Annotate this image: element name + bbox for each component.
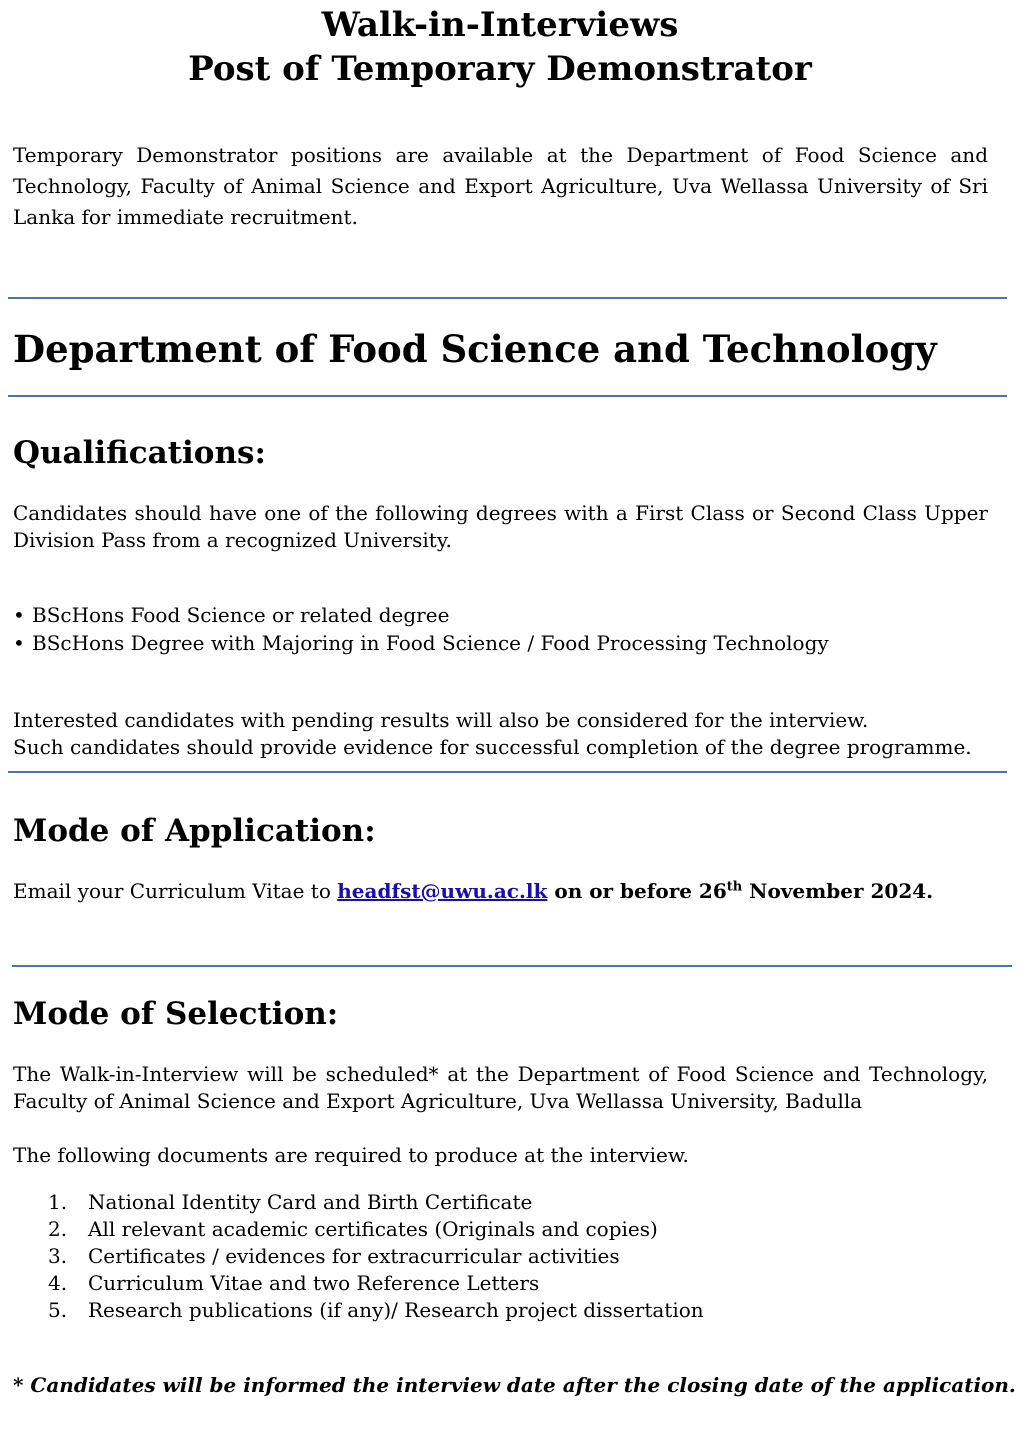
list-number: 1. xyxy=(48,1190,68,1214)
qualifications-heading: Qualifications: xyxy=(13,435,266,471)
email-link[interactable]: headfst@uwu.ac.lk xyxy=(337,879,548,903)
deadline-suffix: November 2024. xyxy=(742,879,934,903)
divider-4 xyxy=(12,965,1012,967)
list-item xyxy=(48,1270,704,1297)
divider-2 xyxy=(8,395,1007,397)
pending-results-line-2: Such candidates should provide evidence for successful completion of the degree programme. xyxy=(13,735,972,759)
list-number: 5. xyxy=(48,1298,68,1322)
selection-text: The Walk-in-Interview will be scheduled* at the Department of Food Science and Technology, Faculty of Animal Science and Export Agriculture, Uva Wellassa University, Badulla xyxy=(13,1062,988,1113)
selection-heading: Mode of Selection: xyxy=(13,996,339,1032)
list-number: 4. xyxy=(48,1271,68,1295)
divider-1 xyxy=(8,297,1007,299)
application-instruction xyxy=(13,878,933,905)
title-line-1: Walk-in-Interviews xyxy=(321,5,679,45)
list-item xyxy=(48,1297,704,1324)
documents-list xyxy=(48,1189,704,1324)
document-item-text: Certificates / evidences for extracurricular activities xyxy=(88,1244,620,1268)
degree-item-text: BScHons Degree with Majoring in Food Science / Food Processing Technology xyxy=(32,631,829,655)
pending-results-line-1: Interested candidates with pending results will also be considered for the interview. xyxy=(13,708,869,732)
application-prefix: Email your Curriculum Vitae to xyxy=(13,879,338,903)
list-item xyxy=(48,1216,704,1243)
list-item xyxy=(13,601,829,629)
title-line-2: Post of Temporary Demonstrator xyxy=(188,49,812,89)
deadline-prefix: on or before 26 xyxy=(547,879,727,903)
department-heading: Department of Food Science and Technology xyxy=(13,327,937,371)
divider-3 xyxy=(8,771,1007,773)
application-heading: Mode of Application: xyxy=(13,813,376,849)
degree-item-text: BScHons Food Science or related degree xyxy=(32,603,450,627)
bullet-icon: • xyxy=(13,631,25,655)
footnote: * Candidates will be informed the interview date after the closing date of the application. xyxy=(13,1373,1016,1397)
list-item xyxy=(48,1243,704,1270)
documents-intro: The following documents are required to produce at the interview. xyxy=(13,1143,689,1167)
degree-list xyxy=(13,601,829,657)
document-item-text: All relevant academic certificates (Originals and copies) xyxy=(88,1217,658,1241)
deadline-ordinal: th xyxy=(726,879,743,895)
document-item-text: Research publications (if any)/ Research project dissertation xyxy=(88,1298,704,1322)
document-item-text: National Identity Card and Birth Certificate xyxy=(88,1190,533,1214)
list-number: 2. xyxy=(48,1217,68,1241)
list-item xyxy=(13,629,829,657)
intro-paragraph: Temporary Demonstrator positions are available at the Department of Food Science and Technology, Faculty of Animal Science and Export Agriculture, Uva Wellassa University of Sri Lanka for immediate recruitment. xyxy=(13,143,988,229)
bullet-icon: • xyxy=(13,603,25,627)
qualifications-text: Candidates should have one of the following degrees with a First Class or Second Class Upper Division Pass from a recognized University. xyxy=(13,501,988,552)
list-item xyxy=(48,1189,704,1216)
list-number: 3. xyxy=(48,1244,68,1268)
document-item-text: Curriculum Vitae and two Reference Letters xyxy=(88,1271,540,1295)
